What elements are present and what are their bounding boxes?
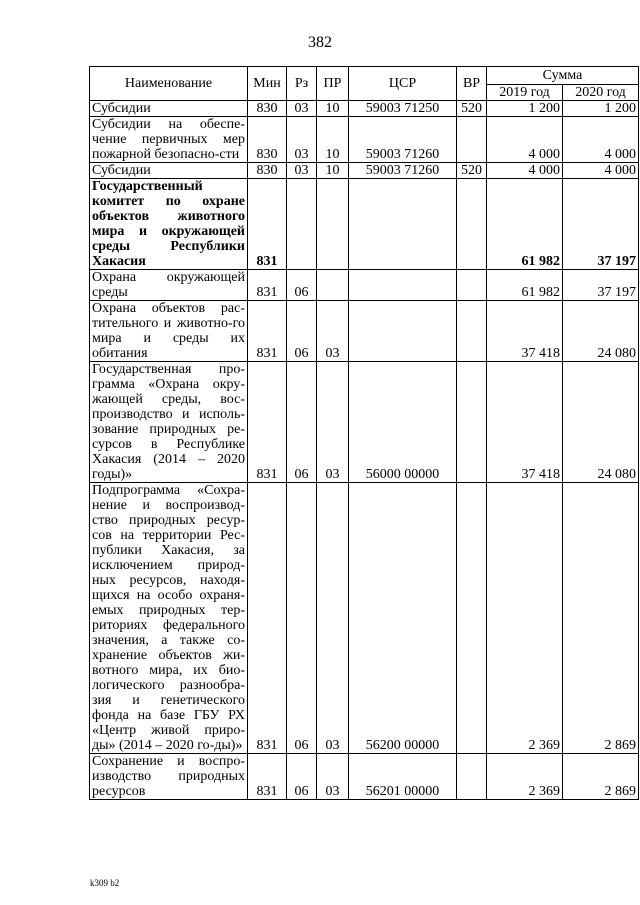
row-sum-2019: 2 369 [487,754,563,800]
header-year-2019: 2019 год [487,85,563,101]
row-min: 830 [248,101,287,117]
row-sum-2019: 4 000 [487,117,563,163]
row-sum-2020: 2 869 [563,754,639,800]
row-name: Государственная про-грамма «Охрана окру-жающей среды, вос-производство и исполь-зование природных ре-сурсов в Республике Хакасия (2014 – 2020 годы)» [90,362,248,483]
row-vr [457,754,487,800]
row-pr: 03 [317,362,349,483]
row-sum-2020: 37 197 [563,270,639,301]
row-min: 831 [248,301,287,362]
row-name: Охрана окружающей среды [90,270,248,301]
row-sum-2020: 4 000 [563,117,639,163]
row-vr [457,301,487,362]
row-csr: 56201 00000 [349,754,457,800]
row-sum-2020: 1 200 [563,101,639,117]
header-min: Мин [248,67,287,101]
row-min: 831 [248,179,287,270]
header-csr: ЦСР [349,67,457,101]
row-name: Субсидии на обеспе-чение первичных мер пожарной безопасно-сти [90,117,248,163]
row-name: Подпрограмма «Сохра-нение и воспроизвод-ство природных ресур-сов на территории Рес-публики Хакасия, за исключением природ-ных ресурсов, находя-щихся на особо охраня-емых природных тер-риториях федерального значения, а также со-хранение объектов жи-вотного мира, их био-логического разнообра-зия и генетического фонда на базе ГБУ РХ «Центр живой приро-ды» (2014 – 2020 го-ды)» [90,483,248,754]
row-rz: 06 [287,270,317,301]
row-rz: 06 [287,362,317,483]
row-sum-2020: 37 197 [563,179,639,270]
row-sum-2019: 61 982 [487,179,563,270]
row-rz: 06 [287,754,317,800]
row-pr: 10 [317,117,349,163]
header-name: Наименование [90,67,248,101]
row-min: 830 [248,163,287,179]
row-vr [457,179,487,270]
row-name: Сохранение и воспро-изводство природных ресурсов [90,754,248,800]
row-csr: 59003 71250 [349,101,457,117]
row-pr: 03 [317,483,349,754]
row-rz: 03 [287,163,317,179]
header-rz: Рз [287,67,317,101]
row-csr [349,179,457,270]
row-pr: 10 [317,101,349,117]
row-sum-2019: 37 418 [487,301,563,362]
header-vr: ВР [457,67,487,101]
row-pr: 03 [317,754,349,800]
budget-table [89,66,639,800]
row-min: 831 [248,270,287,301]
row-vr [457,362,487,483]
table-row [90,117,639,163]
row-sum-2019: 37 418 [487,362,563,483]
table-row [90,754,639,800]
page-number: 382 [308,34,332,51]
header-year-2020: 2020 год [563,85,639,101]
row-vr [457,117,487,163]
row-sum-2019: 1 200 [487,101,563,117]
row-name: Государственный комитет по охране объектов животного мира и окружающей среды Республики Хакасия [90,179,248,270]
header-sum: Сумма [487,67,639,85]
row-pr [317,270,349,301]
table-row [90,163,639,179]
table-row [90,179,639,270]
row-csr [349,270,457,301]
row-pr [317,179,349,270]
budget-table-body [90,101,639,800]
row-pr: 10 [317,163,349,179]
table-row [90,301,639,362]
row-csr: 56000 00000 [349,362,457,483]
row-rz: 03 [287,117,317,163]
row-rz: 06 [287,483,317,754]
row-name: Субсидии [90,101,248,117]
row-vr [457,270,487,301]
row-min: 831 [248,362,287,483]
row-csr: 56200 00000 [349,483,457,754]
row-sum-2019: 4 000 [487,163,563,179]
table-row [90,362,639,483]
row-min: 830 [248,117,287,163]
row-vr: 520 [457,163,487,179]
row-sum-2020: 4 000 [563,163,639,179]
row-vr: 520 [457,101,487,117]
header-pr: ПР [317,67,349,101]
row-sum-2020: 24 080 [563,301,639,362]
row-rz: 03 [287,101,317,117]
table-row [90,270,639,301]
row-pr: 03 [317,301,349,362]
table-row [90,483,639,754]
row-min: 831 [248,483,287,754]
row-sum-2019: 2 369 [487,483,563,754]
row-sum-2020: 24 080 [563,362,639,483]
row-rz [287,179,317,270]
footer-code: k309 b2 [90,878,120,888]
row-name: Охрана объектов рас-тительного и животно-го мира и среды их обитания [90,301,248,362]
row-vr [457,483,487,754]
row-csr: 59003 71260 [349,117,457,163]
row-csr [349,301,457,362]
row-min: 831 [248,754,287,800]
row-name: Субсидии [90,163,248,179]
table-row [90,101,639,117]
row-sum-2019: 61 982 [487,270,563,301]
row-sum-2020: 2 869 [563,483,639,754]
row-rz: 06 [287,301,317,362]
row-csr: 59003 71260 [349,163,457,179]
